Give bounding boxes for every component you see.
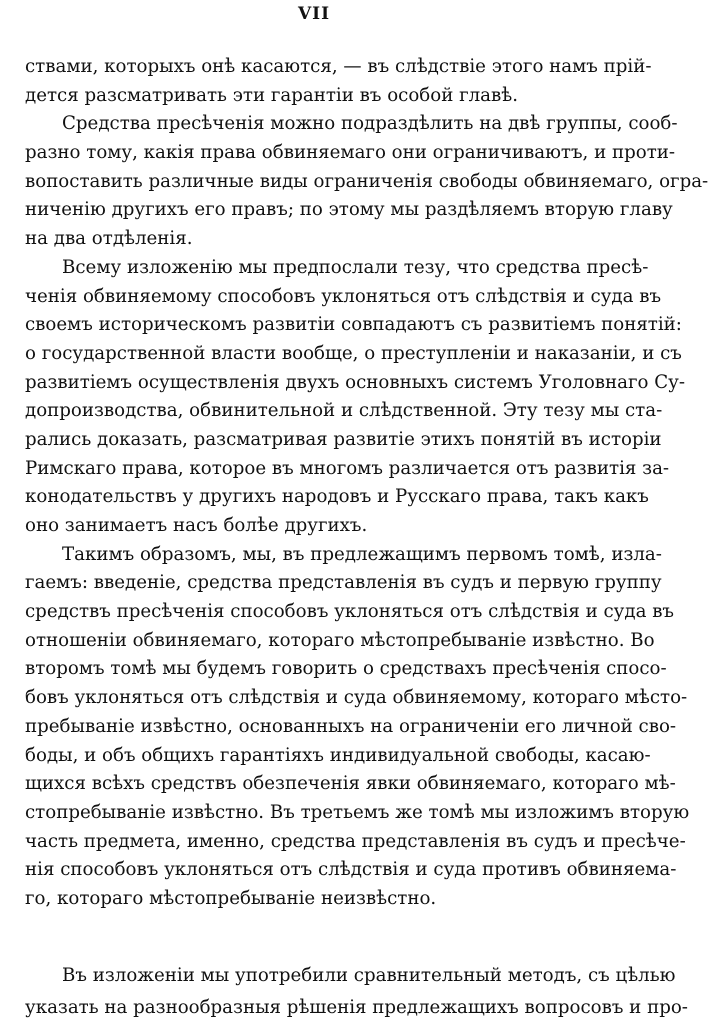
text-line: ченія обвиняемому способовъ уклоняться отъ слѣдствія и суда въ bbox=[25, 286, 662, 307]
text-line: го, котораго мѣстопребываніе неизвѣстно. bbox=[25, 888, 437, 909]
text-line: пребываніе извѣстно, основанныхъ на ограниченіи его личной сво- bbox=[25, 716, 677, 737]
text-line: рались доказать, разсматривая развитіе этихъ понятій въ исторіи bbox=[25, 429, 662, 450]
text-line: на два отдѣленія. bbox=[25, 228, 193, 249]
text-line: стопребываніе извѣстно. Въ третьемъ же томѣ мы изложимъ вторую bbox=[25, 802, 690, 823]
paragraph-start-line: Средства пресѣченія можно подраздѣлить на двѣ группы, сооб- bbox=[62, 113, 678, 134]
text-line: указать на разнообразныя рѣшенія предлежащихъ вопросовъ и про- bbox=[25, 997, 688, 1018]
text-line: конодательствъ у другихъ народовъ и Русскаго права, такъ какъ bbox=[25, 486, 649, 507]
text-line: боды, и объ общихъ гарантіяхъ индивидуальной свободы, касаю- bbox=[25, 745, 651, 766]
text-line: ствами, которыхъ онѣ касаются, — въ слѣдствіе этого намъ прій- bbox=[25, 56, 652, 77]
text-line: ниченію другихъ его правъ; по этому мы раздѣляемъ вторую главу bbox=[25, 199, 673, 220]
text-line: своемъ историческомъ развитіи совпадаютъ съ развитіемъ понятій: bbox=[25, 314, 682, 335]
page-number: VII bbox=[297, 4, 331, 24]
text-line: второмъ томѣ мы будемъ говорить о средствахъ пресѣченія спосо- bbox=[25, 658, 667, 679]
paragraph-start-line: Такимъ образомъ, мы, въ предлежащимъ первомъ томѣ, изла- bbox=[62, 544, 662, 565]
paragraph-start-line: Въ изложеніи мы употребили сравнительный методъ, съ цѣлью bbox=[62, 965, 676, 986]
text-line: вопоставить различные виды ограниченія свободы обвиняемаго, огра- bbox=[25, 171, 708, 192]
text-line: Римскаго права, которое въ многомъ различается отъ развитія за- bbox=[25, 458, 670, 479]
text-line: дется разсматривать эти гарантіи въ особой главѣ. bbox=[25, 85, 519, 106]
text-line: о государственной власти вообще, о преступленіи и наказаніи, и съ bbox=[25, 343, 682, 364]
text-line: нія способовъ уклоняться отъ слѣдствія и суда противъ обвиняема- bbox=[25, 859, 677, 880]
text-line: средствъ пресѣченія способовъ уклоняться отъ слѣдствія и суда въ bbox=[25, 601, 675, 622]
text-line: гаемъ: введеніе, средства представленія въ судъ и первую группу bbox=[25, 572, 662, 593]
text-line: часть предмета, именно, средства представленія въ судъ и пресѣче- bbox=[25, 831, 686, 852]
text-line: щихся всѣхъ средствъ обезпеченія явки обвиняемаго, котораго мѣ- bbox=[25, 773, 676, 794]
text-line: оно занимаетъ насъ болѣе другихъ. bbox=[25, 515, 368, 536]
text-line: отношеніи обвиняемаго, котораго мѣстопребываніе извѣстно. Во bbox=[25, 630, 655, 651]
paragraph-start-line: Всему изложенію мы предпослали тезу, что средства пресѣ- bbox=[62, 257, 649, 278]
text-line: допроизводства, обвинительной и слѣдственной. Эту тезу мы ста- bbox=[25, 400, 663, 421]
text-line: разно тому, какія права обвиняемаго они ограничиваютъ, и проти- bbox=[25, 142, 676, 163]
text-line: развитіемъ осуществленія двухъ основныхъ системъ Уголовнаго Су- bbox=[25, 372, 685, 393]
text-line: бовъ уклоняться отъ слѣдствія и суда обвиняемому, котораго мѣсто- bbox=[25, 687, 688, 708]
